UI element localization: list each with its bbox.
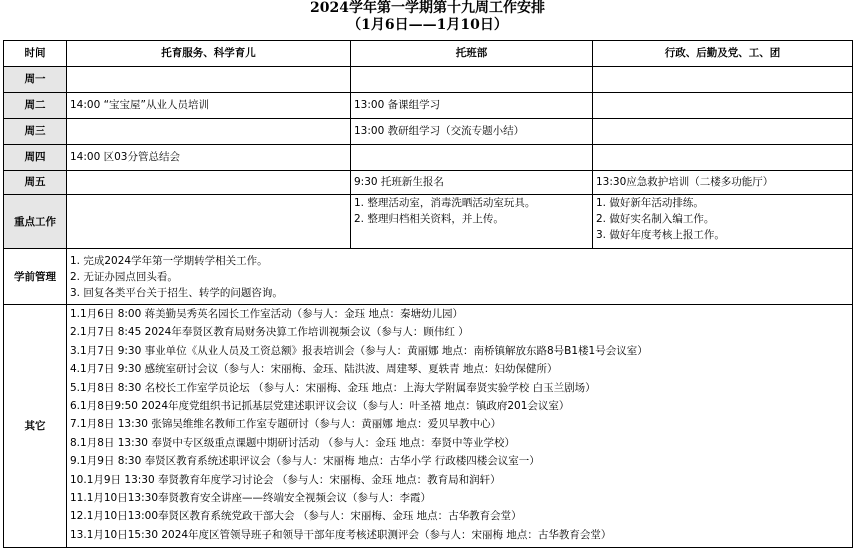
day-label: 周一 <box>4 67 67 93</box>
cell-toddler-class <box>351 145 593 171</box>
cell-childcare <box>67 67 351 93</box>
day-row-mon <box>4 67 853 93</box>
cell-admin <box>593 93 853 119</box>
focus-item: 3. 做好年度考核上报工作。 <box>596 229 725 241</box>
other-item: 1.1月6日 8:00 蒋美勤吴秀英名园长工作室活动（参与人：金珏 地点：秦塘幼儿园） <box>70 308 463 320</box>
focus-item: 2. 做好实名制入编工作。 <box>596 213 715 225</box>
focus-item: 1. 做好新年活动排练。 <box>596 197 704 209</box>
focus-childcare <box>67 195 351 249</box>
other-item: 2.1月7日 8:45 2024年奉贤区教育局财务决算工作培训视频会议（参与人：顾伟红 ） <box>70 326 469 339</box>
cell-toddler-class: 9:30 托班新生报名 <box>351 171 593 195</box>
document-title <box>0 0 855 34</box>
header-childcare: 托育服务、科学育儿 <box>67 41 351 67</box>
other-content <box>67 305 853 548</box>
day-label: 周二 <box>4 93 67 119</box>
focus-item: 1. 整理活动室，消毒洗晒活动室玩具。 <box>354 197 536 209</box>
preschool-item: 1. 完成2024学年第一学期转学相关工作。 <box>70 254 268 267</box>
preschool-item: 3. 回复各类平台关于招生、转学的问题咨询。 <box>70 286 283 299</box>
header-admin: 行政、后勤及党、工、团 <box>593 41 853 67</box>
other-item: 3.1月7日 9:30 事业单位《从业人员及工资总额》报表培训会（参与人：黄丽娜 地点：南桥镇解放东路8号B1楼1号会议室） <box>70 344 648 357</box>
cell-childcare: 14:00 “宝宝屋”从业人员培训 <box>67 93 351 119</box>
header-toddler-class: 托班部 <box>351 41 593 67</box>
cell-toddler-class: 13:00 教研组学习（交流专题小结） <box>351 119 593 145</box>
schedule-table <box>3 40 853 548</box>
other-item: 6.1月8日9:50 2024年度党组织书记抓基层党建述职评议会议（参与人：叶圣禧 地点：镇政府201会议室） <box>70 399 570 412</box>
other-item: 10.1月9日 13:30 奉贤教育年度学习讨论会 （参与人：宋丽梅、金珏 地点：教育局和润轩） <box>70 473 501 486</box>
focus-label: 重点工作 <box>4 195 67 249</box>
cell-childcare: 14:00 区03分管总结会 <box>67 145 351 171</box>
cell-childcare <box>67 119 351 145</box>
header-row <box>4 41 853 67</box>
cell-admin <box>593 119 853 145</box>
cell-toddler-class <box>351 67 593 93</box>
cell-admin <box>593 67 853 93</box>
focus-admin <box>593 195 853 249</box>
other-label: 其它 <box>4 305 67 548</box>
title-line-2: （1月6日——1月10日） <box>347 17 508 33</box>
cell-admin: 13:30应急救护培训（二楼多功能厅） <box>593 171 853 195</box>
day-row-fri <box>4 171 853 195</box>
cell-childcare <box>67 171 351 195</box>
focus-toddler-class <box>351 195 593 249</box>
other-item: 11.1月10日13:30奉贤教育安全讲座——终端安全视频会议（参与人：李霞） <box>70 491 431 504</box>
title-line-1: 2024学年第一学期第十九周工作安排 <box>310 0 545 16</box>
day-row-thu <box>4 145 853 171</box>
preschool-item: 2. 无证办园点回头看。 <box>70 270 178 283</box>
header-time: 时间 <box>4 41 67 67</box>
day-label: 周四 <box>4 145 67 171</box>
other-item: 9.1月9日 8:30 奉贤区教育系统述职评议会（参与人：宋丽梅 地点：古华小学 行政楼四楼会议室一） <box>70 455 540 468</box>
day-label: 周三 <box>4 119 67 145</box>
cell-admin <box>593 145 853 171</box>
day-row-tue <box>4 93 853 119</box>
other-item: 13.1月10日15:30 2024年度区管领导班子和领导干部年度考核述职测评会（参与人：宋丽梅 地点：古华教育会堂） <box>70 528 612 541</box>
preschool-row <box>4 249 853 305</box>
day-row-wed <box>4 119 853 145</box>
focus-item: 2. 整理归档相关资料，并上传。 <box>354 213 504 225</box>
other-item: 5.1月8日 8:30 名校长工作室学员论坛 （参与人：宋丽梅、金珏 地点：上海大学附属奉贤实验学校 白玉兰剧场） <box>70 381 596 394</box>
cell-toddler-class: 13:00 备课组学习 <box>351 93 593 119</box>
other-item: 7.1月8日 13:30 张锦吴维维名教师工作室专题研讨（参与人：黄丽娜 地点：爱贝早教中心） <box>70 418 502 431</box>
preschool-content <box>67 249 853 305</box>
other-item: 8.1月8日 13:30 奉贤中专区级重点课题中期研讨活动 （参与人：金珏 地点：奉贤中等业学校） <box>70 436 515 449</box>
focus-row <box>4 195 853 249</box>
other-row <box>4 305 853 548</box>
other-item: 4.1月7日 9:30 感统室研讨会议（参与人：宋丽梅、金珏、陆洪波、周建琴、夏轶青 地点：妇幼保健所） <box>70 363 558 376</box>
other-item: 12.1月10日13:00奉贤区教育系统党政干部大会 （参与人：宋丽梅、金珏 地点：古华教育会堂） <box>70 510 522 523</box>
day-label: 周五 <box>4 171 67 195</box>
preschool-label: 学前管理 <box>4 249 67 305</box>
